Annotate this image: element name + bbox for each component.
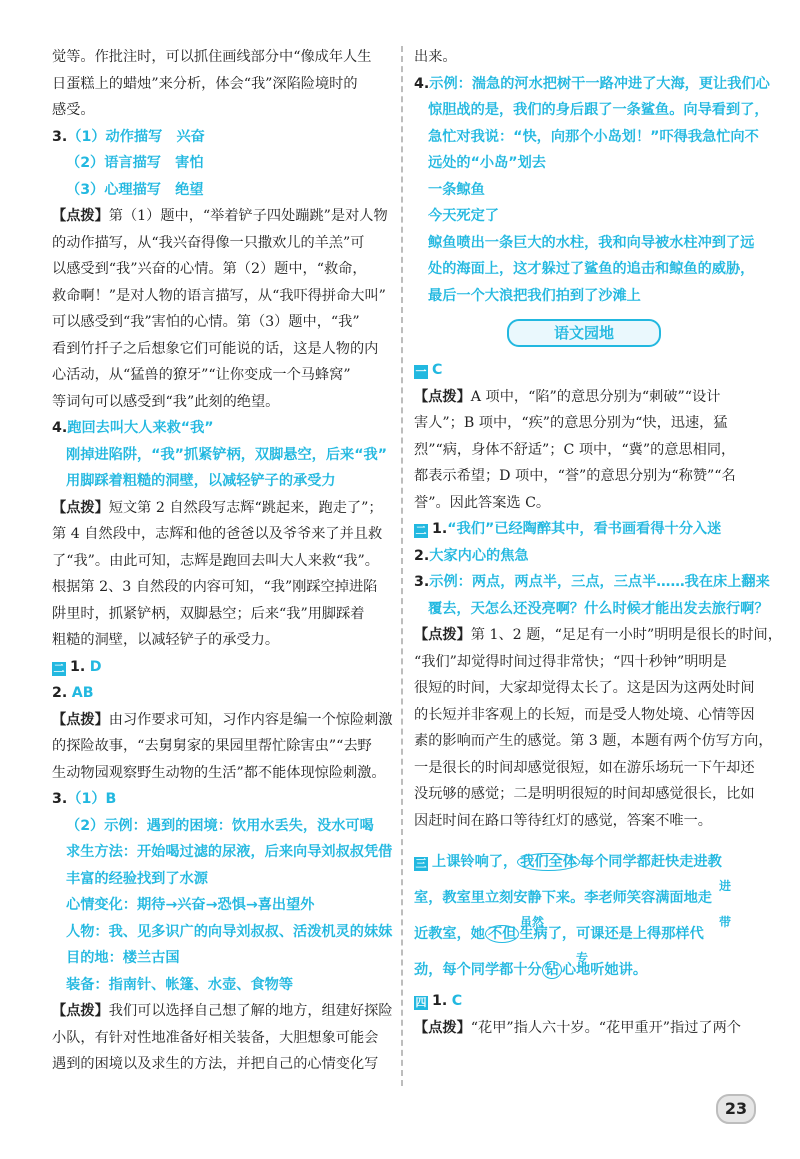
- text-line: 的动作描写，从“我兴奋得像一只撒欢儿的羊羔”可: [52, 234, 365, 251]
- section-3-line-1: 三 上课铃响了， 我们全体 每个同学都赶快走进教: [415, 854, 722, 870]
- text-line: 出来。: [414, 49, 457, 65]
- edit-circle: 不但: [485, 925, 519, 943]
- edit-insertion: 带: [719, 915, 732, 929]
- question-3-tip: 【点拨】第（1）题中，“举着铲子四处蹦跳”是对人物: [52, 208, 388, 224]
- question-4-answer-3: 用脚踩着粗糙的洞壁，以减轻铲子的承受力: [66, 473, 336, 489]
- answer-line: 覆去，天怎么还没亮啊？什么时候才能出发去旅行啊？: [428, 600, 769, 617]
- text-line: 生动物园观察野生动物的生活”都不能体现惊险刺激。: [52, 764, 386, 781]
- answer-line: 人物：我、见多识广的向导刘叔叔、活泼机灵的妹妹: [66, 923, 393, 940]
- answer-line: 鲸鱼喷出一条巨大的水柱，我和向导被水柱冲到了远: [428, 234, 755, 251]
- text-line: 小队，有针对性地准备好相关装备，大胆想象可能会: [52, 1029, 379, 1046]
- text-line: 害人”；B 项中，“疾”的意思分别为“快，迅速，猛: [414, 415, 728, 431]
- tip-label: 【点拨】: [52, 208, 109, 224]
- section-marker: 三: [415, 857, 427, 870]
- section-2-question-2-tip: 【点拨】由习作要求可知，习作内容是编一个惊险刺激: [52, 711, 393, 728]
- section-3-line-4: 专 劲，每个同学都十分 钻 心地听她讲。: [414, 952, 754, 988]
- section-3-line-2: 进 室，教室里立刻安静下来。李老师笑容满面地走: [414, 880, 754, 916]
- column-divider: [401, 46, 403, 1086]
- question-4-answer-2: 刚掉进陷阱，“我”抓紧铲柄，双脚悬空，后来“我”: [66, 446, 388, 463]
- section-banner: 语文园地: [507, 319, 661, 347]
- text-line: “我们”却觉得时间过得非常快；“四十秒钟”明明是: [414, 653, 727, 670]
- tip-label: 【点拨】: [52, 499, 109, 516]
- answer-line: 目的地：楼兰古国: [66, 950, 180, 966]
- section-marker: 二: [415, 524, 427, 537]
- text-line: 可以感受到“我”害怕的心情。第（3）题中，“我”: [52, 314, 360, 330]
- answer-line: 一条鲸鱼: [428, 181, 485, 198]
- text-line: 感受。: [52, 102, 95, 118]
- answer-line: 最后一个大浪把我们拍到了沙滩上: [428, 287, 641, 304]
- tip-label: 【点拨】: [52, 711, 109, 728]
- text-line: 救命啊！”是对人物的语言描写，从“我吓得拼命大叫”: [52, 287, 386, 304]
- question-4-answer-1: 4.示例：湍急的河水把树干一路冲进了大海，更让我们心: [414, 75, 770, 92]
- answer-line: 丰富的经验找到了水源: [66, 870, 208, 887]
- edit-insertion: 专: [576, 951, 589, 965]
- section-4-tip: 【点拨】“花甲”指人六十岁。“花甲重开”指过了两个: [414, 1019, 741, 1036]
- text-line: 觉等。作批注时，可以抓住画线部分中“像成年人生: [52, 49, 372, 65]
- page-number: 23: [716, 1094, 756, 1124]
- text-line: 以感受到“我”兴奋的心情。第（2）题中，“救命，: [52, 261, 367, 277]
- text-line: 阱里时，抓紧铲柄，双脚悬空；后来“我”用脚踩着: [52, 605, 365, 622]
- section-1-answer: 一 C: [415, 362, 443, 378]
- edit-circle: 钻: [542, 961, 562, 979]
- text-line: 日蛋糕上的蜡烛”来分析，体会“我”深陷险境时的: [52, 75, 358, 92]
- question-3-answer-2: （2）语言描写 害怕: [66, 155, 204, 171]
- text-line: 烈”“病，身体不舒适”；C 项中，“冀”的意思相同，: [414, 441, 736, 458]
- answer-line: 远处的“小岛”划去: [428, 155, 546, 171]
- question-3-answer-1: 3.（1）动作描写 兴奋: [52, 128, 205, 145]
- right-column: [414, 44, 782, 1041]
- answer-line: 今天死定了: [428, 208, 499, 224]
- section-2-question-3-tip: 【点拨】第 1、2 题，“足足有一小时”明明是很长的时间，: [414, 627, 782, 643]
- text-line: 的长短并非客观上的长短，而是受人物处境、心情等因: [414, 706, 755, 723]
- text-line: 的探险故事，“去舅舅家的果园里帮忙除害虫”“去野: [52, 738, 372, 754]
- question-3-answer-3: （3）心理描写 绝望: [66, 181, 204, 198]
- text-line: 素的影响而产生的感觉。第 3 题，本题有两个仿写方向，: [414, 733, 773, 749]
- text-line: 心活动，从“猛兽的獠牙”“让你变成一个马蜂窝”: [52, 367, 351, 383]
- answer-line: 处的海面上，这才躲过了鲨鱼的追击和鲸鱼的威胁，: [428, 261, 755, 277]
- answer-line: 惊胆战的是，我们的身后跟了一条鲨鱼。向导看到了，: [428, 102, 769, 118]
- answer-line: （2）示例：遇到的困境：饮用水丢失，没水可喝: [66, 817, 374, 834]
- text-line: 因赶时间在路口等待红灯的感觉，答案不唯一。: [414, 812, 712, 829]
- edit-circle: 我们全体: [517, 853, 580, 871]
- text-line: 很短的时间，大家却觉得太长了。这是因为这两处时间: [414, 680, 755, 696]
- section-marker: 四: [415, 996, 427, 1009]
- section-3-line-3: 虽然 带 近教室，她 不但 生病了，可课还是上得那样代: [414, 916, 754, 952]
- section-marker: 二: [53, 661, 65, 675]
- text-line: 誉”。因此答案选 C。: [414, 494, 551, 511]
- answer-line: 装备：指南针、帐篷、水壶、食物等: [66, 976, 294, 993]
- section-1-tip: 【点拨】A 项中，“陷”的意思分别为“刺破”“设计: [414, 388, 721, 405]
- text-line: 粗糙的洞壁，以减轻铲子的承受力。: [52, 632, 280, 648]
- text-line: 根据第 2、3 自然段的内容可知，“我”刚踩空掉进陷: [52, 579, 378, 595]
- section-2-question-1: 二 1.“我们”已经陶醉其中，看书画看得十分入迷: [415, 521, 722, 537]
- tip-label: 【点拨】: [414, 627, 471, 643]
- tip-label: 【点拨】: [414, 1019, 471, 1036]
- edit-insertion: 进: [719, 879, 732, 893]
- text-line: 第 4 自然段中，志辉和他的爸爸以及爷爷来了并且救: [52, 526, 383, 542]
- answer-line: 求生方法：开始喝过滤的尿液，后来向导刘叔叔凭借: [66, 844, 393, 860]
- section-2-question-2: 2. AB: [52, 685, 94, 701]
- text-line: 都表示希望；D 项中，“誉”的意思分别为“称赞”“名: [414, 468, 736, 484]
- section-4-question-1: 四 1. C: [415, 993, 463, 1009]
- answer-line: 心情变化：期待→兴奋→恐惧→喜出望外: [66, 897, 315, 913]
- tip-label: 【点拨】: [52, 1003, 109, 1019]
- section-marker: 一: [415, 365, 427, 378]
- text-line: 一是很长的时间却感觉很短，如在游乐场玩一下午却还: [414, 759, 755, 776]
- tip-label: 【点拨】: [414, 388, 471, 405]
- question-4-answer-1: 4.跑回去叫大人来救“我”: [52, 420, 214, 436]
- section-2-question-3: 3.示例：两点，两点半，三点，三点半……我在床上翻来: [414, 574, 770, 590]
- left-column: [52, 44, 393, 1078]
- text-line: 了“我”。由此可知，志辉是跑回去叫大人来救“我”。: [52, 552, 379, 569]
- text-line: 遇到的困境以及求生的方法，并把自己的心情变化写: [52, 1056, 379, 1072]
- text-line: 看到竹扦子之后想象它们可能说的话，这是人物的内: [52, 340, 379, 357]
- edit-insertion: 虽然: [520, 915, 545, 929]
- question-number: 3.: [52, 128, 68, 145]
- answer-line: 急忙对我说：“快，向那个小岛划！”吓得我急忙向不: [428, 128, 759, 145]
- text-line: 没玩够的感觉；二是明明很短的时间却感觉很长，比如: [414, 786, 755, 802]
- section-2-question-3-tip: 【点拨】我们可以选择自己想了解的地方，组建好探险: [52, 1003, 393, 1019]
- question-4-tip: 【点拨】短文第 2 自然段写志辉“跳起来，跑走了”；: [52, 499, 383, 516]
- text-line: 等词句可以感受到“我”此刻的绝望。: [52, 393, 280, 410]
- section-2-question-2: 2.大家内心的焦急: [414, 547, 529, 564]
- section-2-question-3-answer-1: 3.（1）B: [52, 791, 117, 807]
- section-2-question-1: 二 1. D: [53, 658, 102, 675]
- question-number: 4.: [52, 420, 68, 436]
